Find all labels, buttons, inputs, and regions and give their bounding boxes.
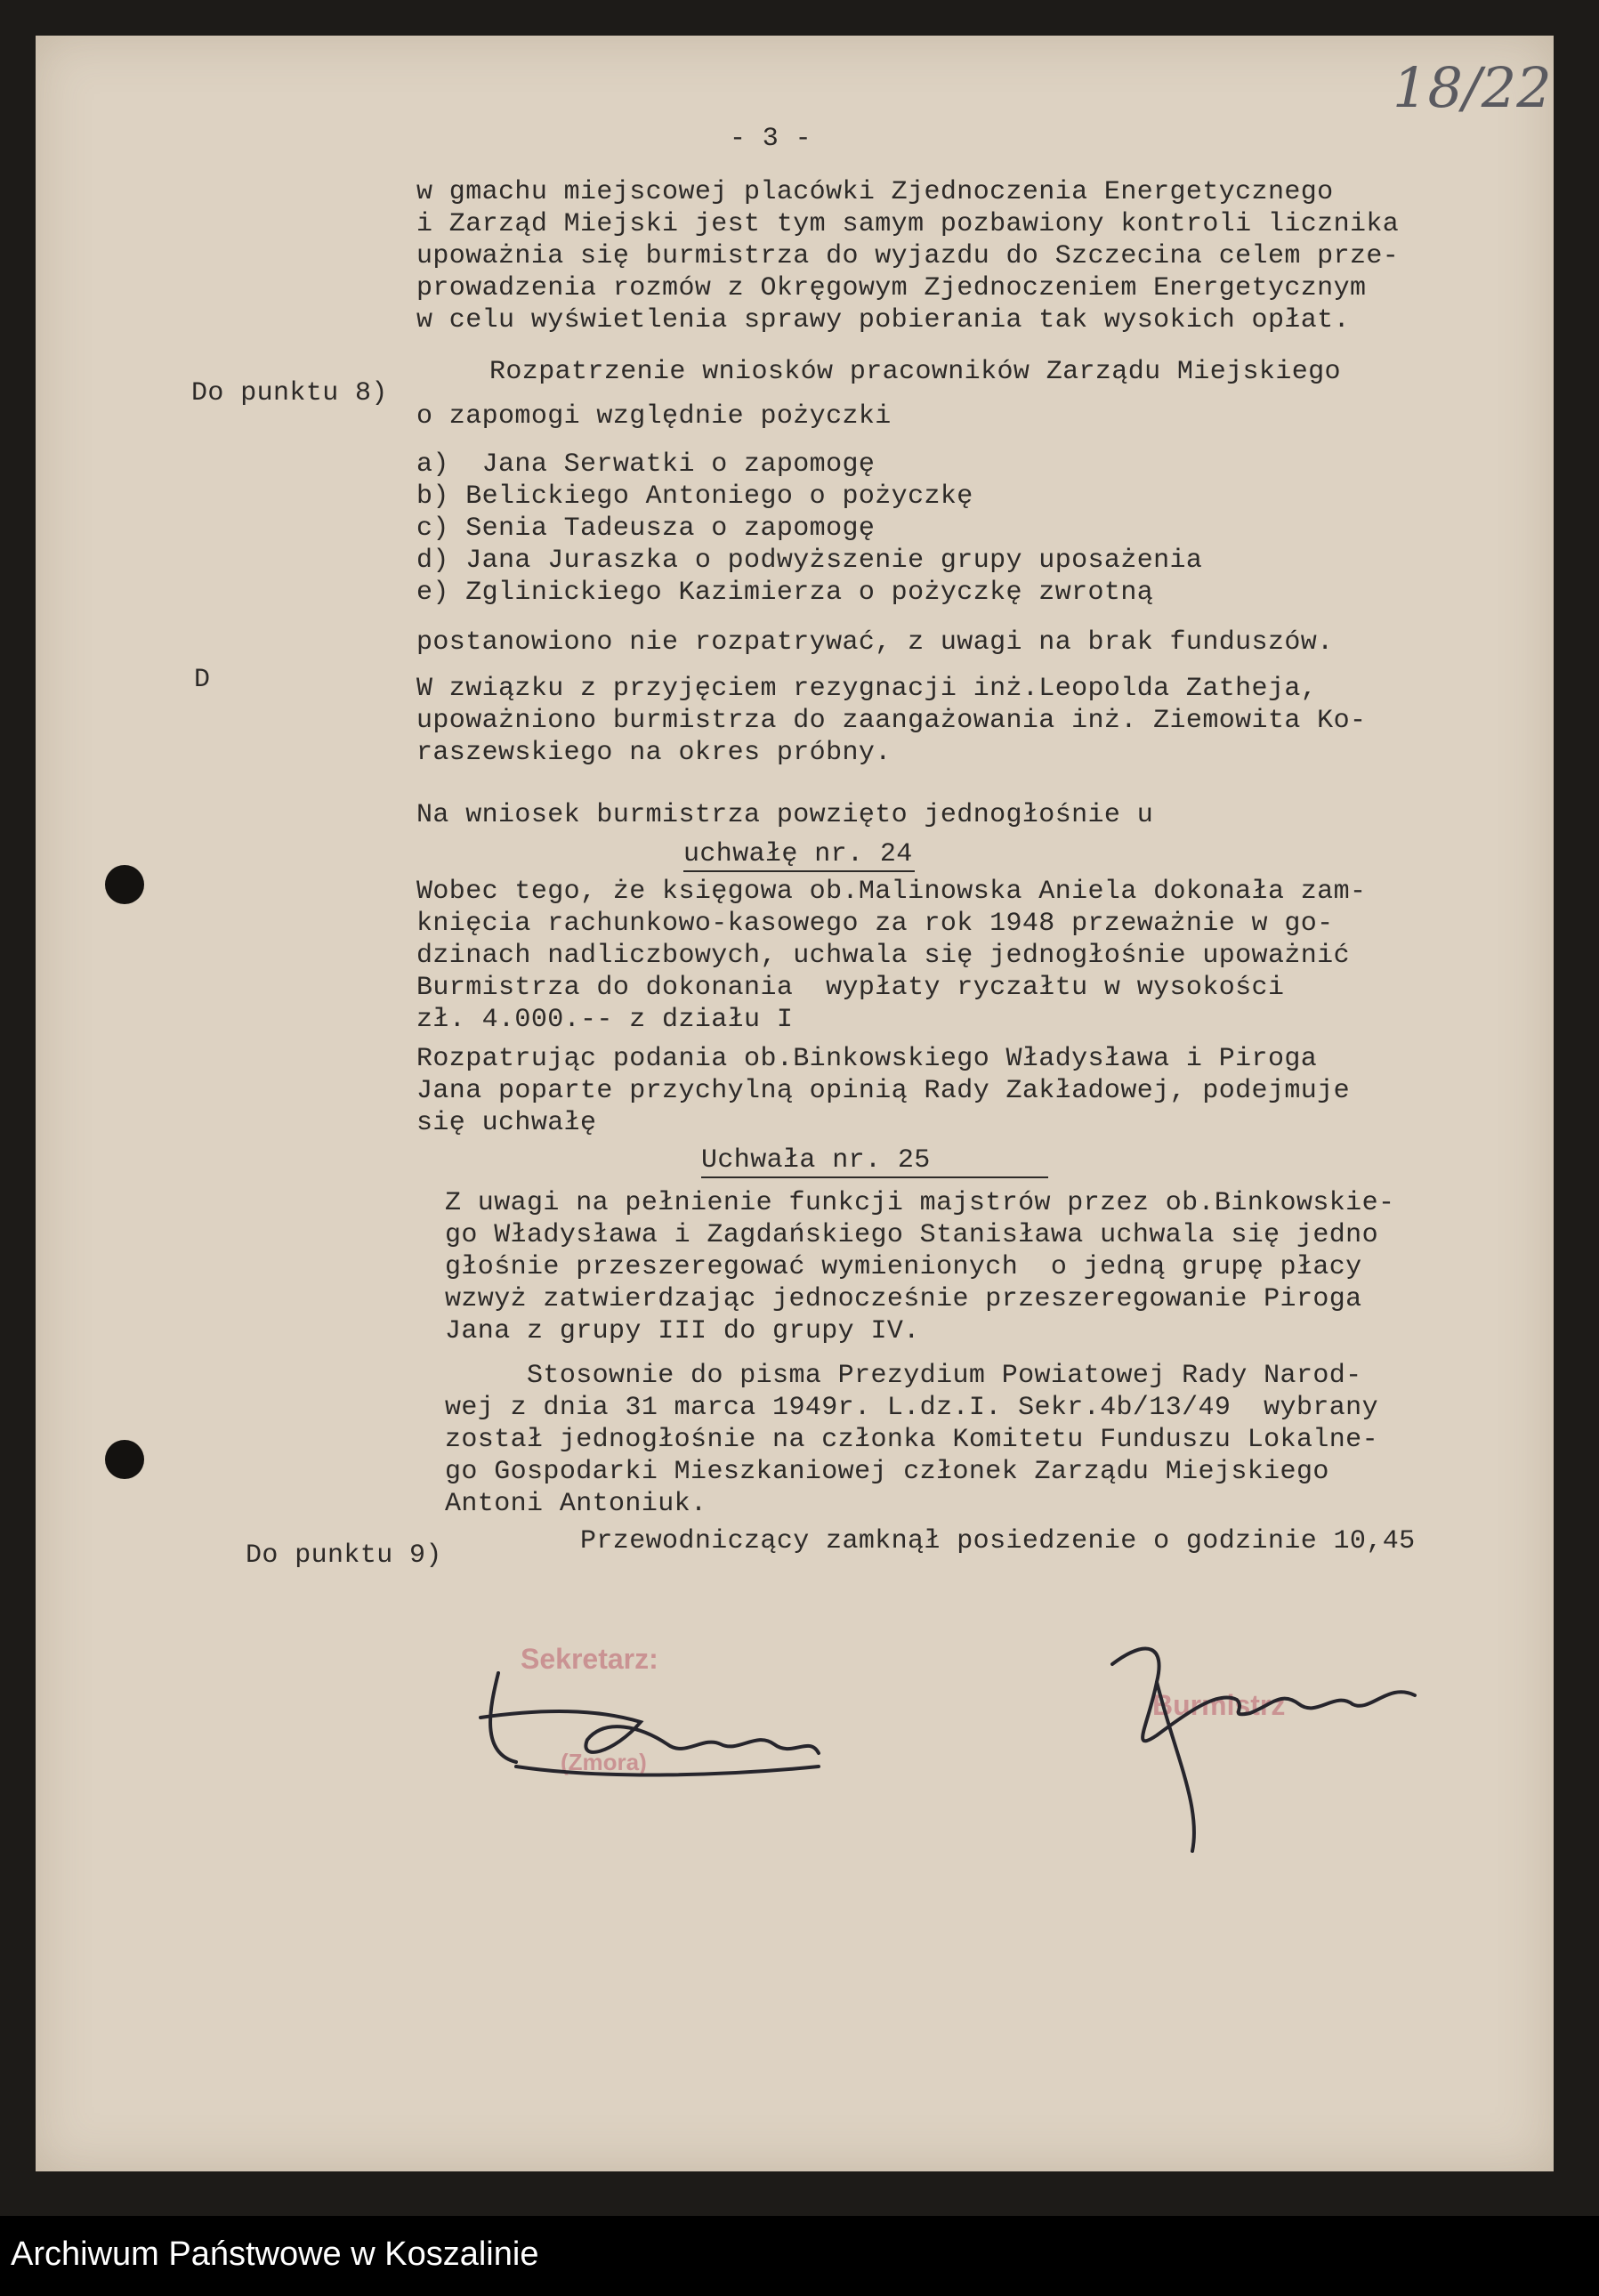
list-item: c) Senia Tadeusza o zapomogę — [416, 513, 876, 544]
text-line: w celu wyświetlenia sprawy pobierania tak wysokich opłat. — [416, 305, 1350, 336]
list-item: d) Jana Juraszka o podwyższenie grupy uposażenia — [416, 546, 1203, 576]
page-number: - 3 - — [730, 124, 812, 154]
mayor-signature — [1094, 1629, 1450, 1860]
punch-hole — [105, 1440, 144, 1479]
text-line: prowadzenia rozmów z Okręgowym Zjednoczeniem Energetycznym — [416, 273, 1367, 303]
punch-hole — [105, 865, 144, 904]
text-line: głośnie przeszeregować wymienionych o jedną grupę płacy — [445, 1252, 1362, 1282]
text-line: postanowiono nie rozpatrywać, z uwagi na brak funduszów. — [416, 627, 1334, 658]
text-line: Jana poparte przychylną opinią Rady Zakładowej, podejmuje — [416, 1076, 1350, 1106]
text-line: raszewskiego na okres próbny. — [416, 738, 892, 768]
document-page — [36, 36, 1554, 2171]
text-line: w gmachu miejscowej placówki Zjednoczenia Energetycznego — [416, 177, 1334, 207]
mayor-stamp-title: Burmistrz — [1152, 1689, 1286, 1721]
text-line: upoważnia się burmistrza do wyjazdu do Szczecina celem prze- — [416, 241, 1400, 271]
text-line: i Zarząd Miejski jest tym samym pozbawiony kontroli licznika — [416, 209, 1400, 239]
resolution-25-underline — [701, 1176, 1048, 1178]
list-item: a) Jana Serwatki o zapomogę — [416, 449, 876, 480]
text-line: Rozpatrując podania ob.Binkowskiego Władysława i Piroga — [416, 1044, 1318, 1074]
secretary-stamp-title: Sekretarz: — [521, 1643, 658, 1675]
text-line: knięcia rachunkowo-kasowego za rok 1948 przeważnie w go- — [416, 909, 1334, 939]
text-line: Stosownie do pisma Prezydium Powiatowej Rady Narod- — [445, 1361, 1362, 1391]
section-label-d: D — [194, 665, 211, 695]
archive-footer — [0, 2216, 1599, 2296]
secretary-stamp-name: (Zmora) — [561, 1749, 647, 1775]
text-line: Antoni Antoniuk. — [445, 1489, 707, 1519]
text-line: Wobec tego, że księgowa ob.Malinowska Aniela dokonała zam- — [416, 877, 1367, 907]
archive-footer-label: Archiwum Państwowe w Koszalinie — [11, 2235, 539, 2273]
text-line: wej z dnia 31 marca 1949r. L.dz.I. Sekr.4b/13/49 wybrany — [445, 1393, 1378, 1423]
text-line: wzwyż zatwierdzając jednocześnie przeszeregowanie Piroga — [445, 1284, 1362, 1314]
list-item: b) Belickiego Antoniego o pożyczkę — [416, 481, 973, 512]
text-line: W związku z przyjęciem rezygnacji inż.Leopolda Zatheja, — [416, 674, 1318, 704]
section-label-point-9: Do punktu 9) — [246, 1540, 442, 1571]
resolution-24-underline — [683, 870, 915, 872]
text-line: go Władysława i Zagdańskiego Stanisława uchwala się jedno — [445, 1220, 1378, 1250]
text-line: zł. 4.000.-- z działu I — [416, 1005, 794, 1035]
list-item: e) Zglinickiego Kazimierza o pożyczkę zwrotną — [416, 578, 1154, 608]
text-line: Z uwagi na pełnienie funkcji majstrów przez ob.Binkowskie- — [445, 1188, 1395, 1218]
text-line: Jana z grupy III do grupy IV. — [445, 1316, 920, 1346]
text-line: upoważniono burmistrza do zaangażowania inż. Ziemowita Ko- — [416, 706, 1367, 736]
text-line: Na wniosek burmistrza powzięto jednogłośnie u — [416, 800, 1154, 830]
text-line: dzinach nadliczbowych, uchwala się jednogłośnie upoważnić — [416, 941, 1350, 971]
text-line: Przewodniczący zamknął posiedzenie o godzinie 10,45 — [580, 1526, 1416, 1556]
archive-number: 18/22 — [1393, 55, 1552, 120]
text-line: Burmistrza do dokonania wypłaty ryczałtu w wysokości — [416, 973, 1285, 1003]
text-line: został jednogłośnie na członka Komitetu Funduszu Lokalne- — [445, 1425, 1378, 1455]
text-line: o zapomogi względnie pożyczki — [416, 401, 892, 432]
text-line: Rozpatrzenie wniosków pracowników Zarządu Miejskiego — [489, 357, 1341, 387]
section-label-point-8: Do punktu 8) — [191, 378, 388, 408]
resolution-25-heading: Uchwała nr. 25 — [701, 1145, 931, 1176]
secretary-signature — [463, 1655, 836, 1789]
text-line: go Gospodarki Mieszkaniowej członek Zarządu Miejskiego — [445, 1457, 1329, 1487]
text-line: się uchwałę — [416, 1108, 597, 1138]
resolution-24-heading: uchwałę nr. 24 — [683, 839, 913, 869]
